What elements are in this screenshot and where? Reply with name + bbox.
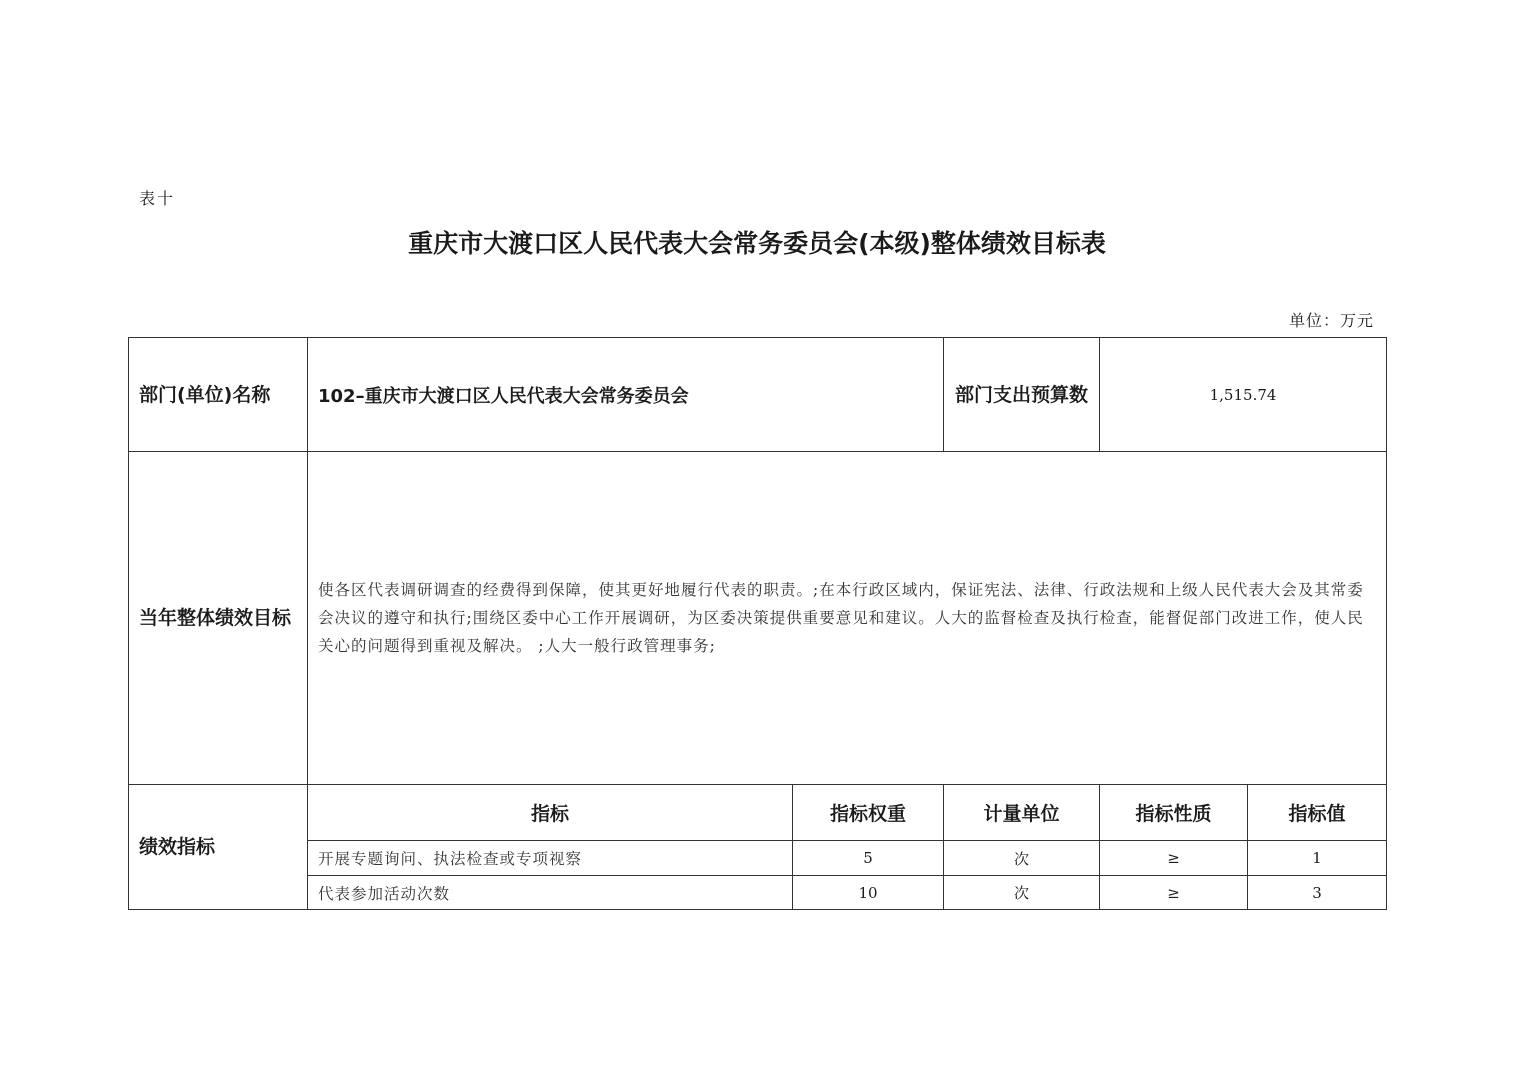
header-indicator: 指标 xyxy=(308,785,793,841)
row-unit: 次 xyxy=(944,841,1100,876)
header-nature: 指标性质 xyxy=(1100,785,1248,841)
row-indicator: 开展专题询问、执法检查或专项视察 xyxy=(308,841,793,876)
row-weight: 5 xyxy=(793,841,944,876)
goal-text: 使各区代表调研调查的经费得到保障，使其更好地履行代表的职责。;在本行政区域内，保证宪法、法律、行政法规和上级人民代表大会及其常委会决议的遵守和执行;围绕区委中心工作开展调研，为区委决策提供重要意见和建议。人大的监督检查及执行检查，能督促部门改进工作，使人民关心的问题得到重视及解决。 ;人大一般行政管理事务; xyxy=(308,452,1387,785)
goal-row xyxy=(129,452,1387,785)
header-unit: 计量单位 xyxy=(944,785,1100,841)
goal-label: 当年整体绩效目标 xyxy=(129,452,308,785)
table-row xyxy=(129,876,1387,910)
dept-name-value: 102–重庆市大渡口区人民代表大会常务委员会 xyxy=(308,338,944,452)
page-title: 重庆市大渡口区人民代表大会常务委员会(本级)整体绩效目标表 xyxy=(408,229,1106,258)
budget-value: 1,515.74 xyxy=(1100,338,1387,452)
header-value: 指标值 xyxy=(1248,785,1387,841)
table-label: 表十 xyxy=(139,189,176,208)
indicator-header-row xyxy=(129,785,1387,841)
row-nature: ≥ xyxy=(1100,841,1248,876)
row-weight: 10 xyxy=(793,876,944,910)
row-indicator: 代表参加活动次数 xyxy=(308,876,793,910)
row-unit: 次 xyxy=(944,876,1100,910)
row-value: 1 xyxy=(1248,841,1387,876)
table-row xyxy=(129,841,1387,876)
dept-name-label: 部门(单位)名称 xyxy=(129,338,308,452)
row-nature: ≥ xyxy=(1100,876,1248,910)
dept-row xyxy=(129,338,1387,452)
unit-label: 单位：万元 xyxy=(1288,311,1374,330)
header-weight: 指标权重 xyxy=(793,785,944,841)
indicators-label: 绩效指标 xyxy=(129,785,308,910)
performance-target-table xyxy=(128,337,1387,910)
budget-label: 部门支出预算数 xyxy=(944,338,1100,452)
row-value: 3 xyxy=(1248,876,1387,910)
